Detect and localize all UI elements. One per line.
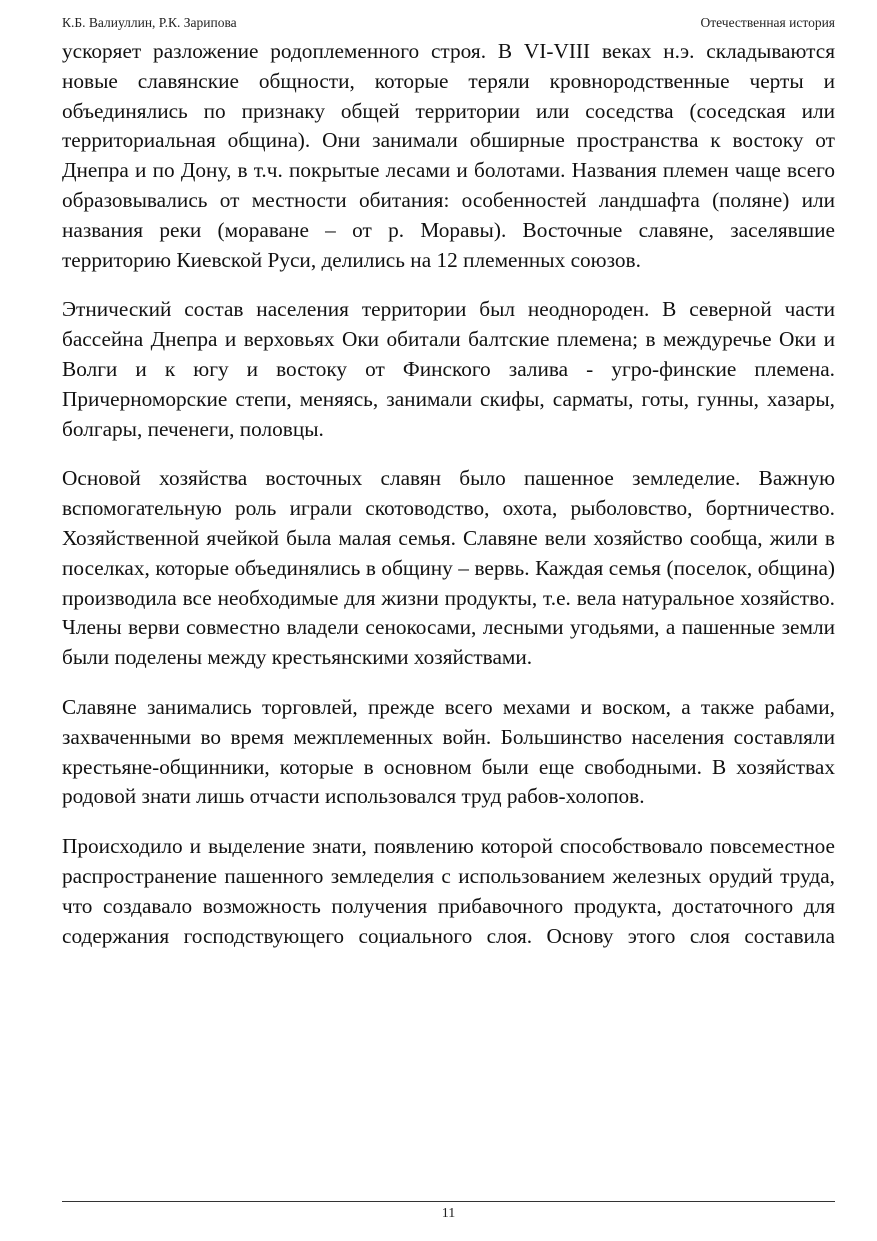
paragraph-ethnic-composition: Этнический состав населения территории был неоднороден. В северной части бассейна Днепра и верховьях Оки обитали балтские племена; в междуречье Оки и Волги и к югу и востоку от Финского залива - угро-финские племена. Причерноморские степи, меняясь, занимали скифы, сарматы, готы, гунны, хазары, болгары, печенеги, половцы. [62, 297, 835, 441]
header-authors: К.Б. Валиуллин, Р.К. Зарипова [62, 15, 237, 30]
running-header [62, 14, 835, 32]
footer-divider [62, 1201, 835, 1202]
paragraph-nobility: Происходило и выделение знати, появлению которой способствовало повсеместное распространение пашенного земледелия с использованием железных орудий труда, что создавало возможность получения прибавочного продукта, достаточного для содержания господствующего социального слоя. Основу этого слоя составила [62, 834, 835, 948]
header-course-title: Отечественная история [700, 15, 835, 30]
body-text [62, 37, 835, 971]
paragraph-economy: Основой хозяйства восточных славян было пашенное земледелие. Важную вспомогательную роль играли скотоводство, охота, рыболовство, бортничество. Хозяйственной ячейкой была малая семья. Славяне вели хозяйство сообща, жили в поселках, которые объединялись в общину – вервь. Каждая семья (поселок, община) производила все необходимые для жизни продукты, т.е. вела натуральное хозяйство. Члены верви совместно владели сенокосами, лесными угодьями, а пашенные земли были поделены между крестьянскими хозяйствами. [62, 466, 835, 670]
page-number: 11 [441, 1206, 456, 1221]
document-page [62, 0, 835, 1241]
paragraph-trade: Славяне занимались торговлей, прежде всего мехами и воском, а также рабами, захваченными во время межплеменных войн. Большинство населения составляли крестьяне-общинники, которые в основном были еще свободными. В хозяйствах родовой знати лишь отчасти использовался труд рабов-холопов. [62, 694, 835, 809]
paragraph-slavic-communities: ускоряет разложение родоплеменного строя. В VI-VIII веках н.э. складываются новые славянские общности, которые теряли кровнородственные черты и объединялись по признаку общей территории или соседства (соседская или территориальная община). Они занимали обширные пространства к востоку от Днепра и по Дону, в т.ч. покрытые лесами и болотами. Названия племен чаще всего образовывались от местности обитания: особенностей ландшафта (поляне) или названия реки (мораване – от р. Моравы). Восточные славяне, заселявшие территорию Киевской Руси, делились на 12 племенных союзов. [62, 39, 835, 272]
